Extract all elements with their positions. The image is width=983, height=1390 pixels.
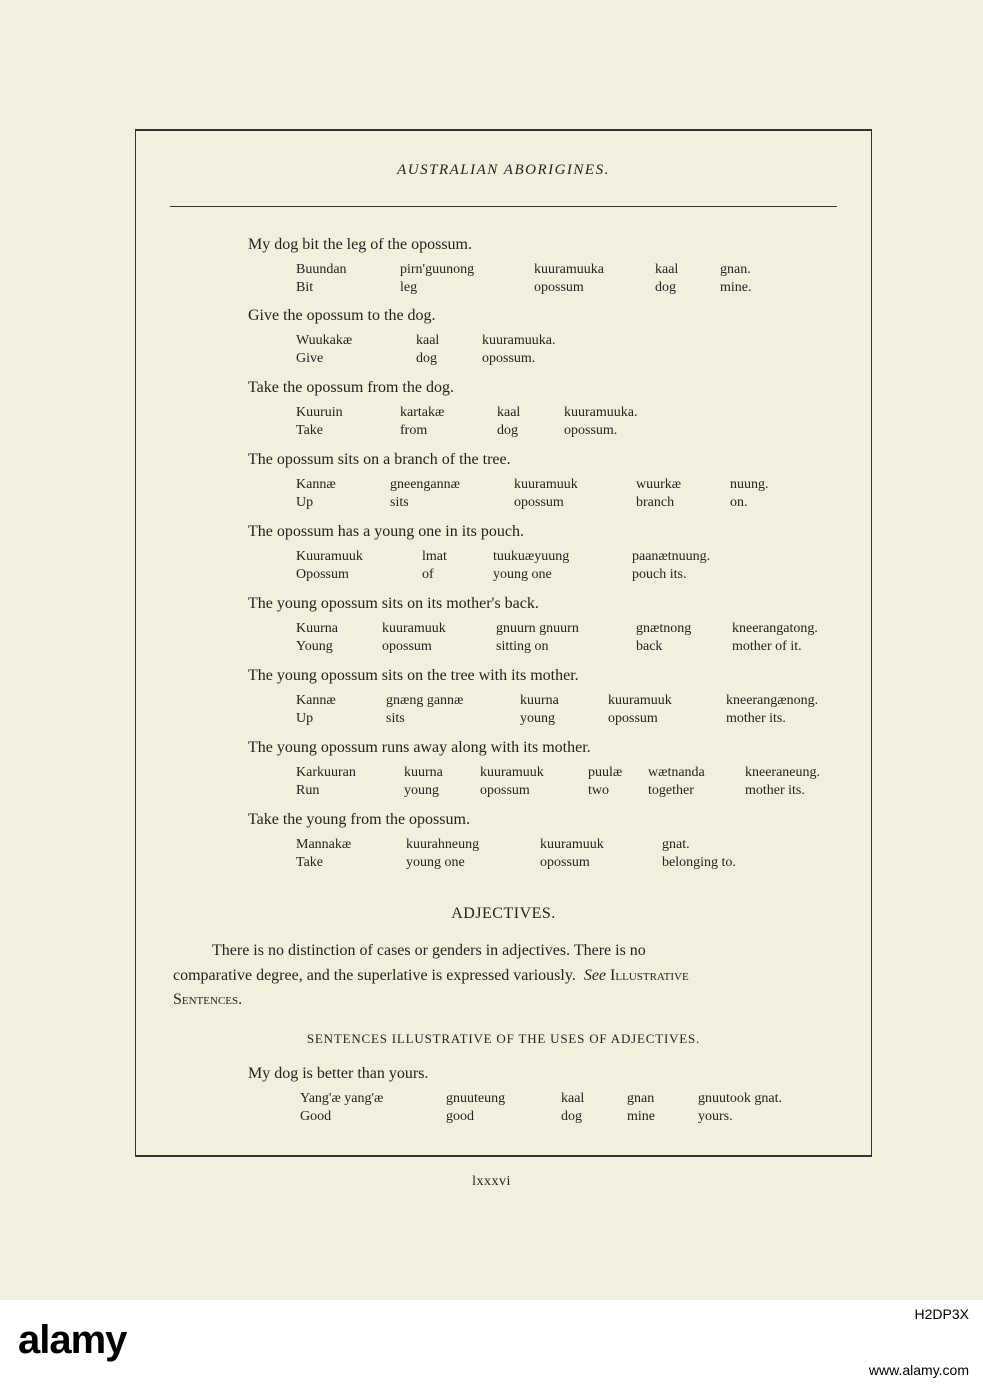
native-word: kneerangænong. (726, 693, 819, 708)
native-word: wuurkæ (636, 477, 682, 492)
native-word: kaal (561, 1091, 585, 1106)
gloss-word: on. (730, 495, 748, 510)
example-sentence: The opossum sits on a branch of the tree. (248, 451, 511, 468)
native-word: gnuutook gnat. (698, 1091, 782, 1106)
gloss-word: opossum (382, 639, 432, 654)
native-word: Buundan (296, 262, 347, 277)
gloss-word: Opossum (296, 567, 349, 582)
gloss-word: belonging to. (662, 855, 736, 870)
native-word: wætnanda (648, 765, 705, 780)
gloss-word: Young (296, 639, 333, 654)
gloss-word: Good (300, 1109, 332, 1124)
gloss-word: mother of it. (732, 639, 802, 654)
gloss-word: Give (296, 351, 324, 366)
gloss-word: sits (390, 495, 409, 510)
example-sentence: Give the opossum to the dog. (248, 307, 436, 324)
adjectives-line-2 (173, 967, 689, 985)
gloss-word: Up (296, 711, 314, 726)
gloss-word: opossum (608, 711, 658, 726)
illustrative-title: SENTENCES ILLUSTRATIVE OF THE USES OF ADJECTIVES. (306, 1031, 701, 1046)
adjectives-line-3: Sentences. (173, 991, 243, 1008)
gloss-word: yours. (698, 1109, 733, 1124)
illustrative-ref: Illustrative (610, 967, 689, 984)
native-word: kaal (497, 405, 521, 420)
native-word: lmat (422, 549, 447, 564)
native-word: puulæ (588, 765, 623, 780)
gloss-word: pouch its. (632, 567, 687, 582)
gloss-word: of (422, 567, 434, 582)
gloss-word: young one (493, 567, 552, 582)
native-word: gnat. (662, 837, 690, 852)
native-word: gnuuteung (446, 1091, 506, 1106)
gloss-word: young (520, 711, 555, 726)
example-sentence: Take the opossum from the dog. (248, 379, 454, 396)
gloss-word: mother its. (726, 711, 786, 726)
gloss-word: opossum (540, 855, 590, 870)
native-word: gnan (627, 1091, 655, 1106)
native-word: kuurna (404, 765, 443, 780)
gloss-word: dog (561, 1109, 582, 1124)
adjectives-line-2-text: comparative degree, and the superlative is expressed variously. (173, 967, 576, 984)
watermark-image-id: H2DP3X (914, 1306, 969, 1322)
native-word: kuuramuuk (514, 477, 578, 492)
native-word: kaal (655, 262, 679, 277)
native-word: Mannakæ (296, 837, 352, 852)
native-word: Wuukakæ (296, 333, 353, 348)
gloss-word: mother its. (745, 783, 805, 798)
native-word: kuuramuuka. (482, 333, 556, 348)
gloss-word: good (446, 1109, 474, 1124)
native-word: kaal (416, 333, 440, 348)
native-word: pirn'guunong (400, 262, 475, 277)
native-word: paanætnuung. (632, 549, 711, 564)
gloss-word: young (404, 783, 439, 798)
native-word: gneengannæ (390, 477, 460, 492)
gloss-word: Bit (296, 280, 314, 295)
gloss-word: from (400, 423, 428, 438)
gloss-word: opossum (514, 495, 564, 510)
adjectives-line-1: There is no distinction of cases or genders in adjectives. There is no (212, 942, 646, 959)
example-sentence: The young opossum sits on the tree with its mother. (248, 667, 579, 684)
gloss-word: dog (416, 351, 437, 366)
example-sentence: My dog bit the leg of the opossum. (248, 236, 472, 253)
gloss-word: young one (406, 855, 465, 870)
native-word: tuukuæyuung (493, 549, 570, 564)
native-word: kneeraneung. (745, 765, 821, 780)
gloss-word: mine (627, 1109, 655, 1124)
page-number: lxxxvi (472, 1174, 511, 1189)
gloss-word: together (648, 783, 694, 798)
gloss-word: opossum (480, 783, 530, 798)
gloss-word: sitting on (496, 639, 549, 654)
native-word: Yang'æ yang'æ (300, 1091, 384, 1106)
native-word: kuuramuuka. (564, 405, 638, 420)
gloss-word: mine. (720, 280, 752, 295)
gloss-word: Take (296, 855, 324, 870)
gloss-word: leg (400, 280, 418, 295)
native-word: gnætnong (636, 621, 692, 636)
gloss-word: dog (497, 423, 518, 438)
head-rule (170, 206, 837, 207)
example-sentence: The young opossum runs away along with its mother. (248, 739, 591, 756)
gloss-word: back (636, 639, 663, 654)
native-word: kuurna (520, 693, 559, 708)
gloss-word: opossum. (564, 423, 618, 438)
watermark-logo: alamy (18, 1318, 127, 1362)
native-word: kneerangatong. (732, 621, 818, 636)
native-word: Kannæ (296, 693, 336, 708)
gloss-word: two (588, 783, 609, 798)
gloss-word: dog (655, 280, 676, 295)
gloss-word: Take (296, 423, 324, 438)
native-word: kuuramuuka (534, 262, 604, 277)
native-word: Kuuruin (296, 405, 343, 420)
see-word: See (583, 967, 607, 984)
example-sentence: The young opossum sits on its mother's back. (248, 595, 539, 612)
gloss-word: opossum (534, 280, 584, 295)
native-word: gnæng gannæ (386, 693, 464, 708)
native-word: Kuuramuuk (296, 549, 363, 564)
native-word: gnuurn gnuurn (496, 621, 579, 636)
native-word: nuung. (730, 477, 769, 492)
example-sentence: Take the young from the opossum. (248, 811, 470, 828)
native-word: kartakæ (400, 405, 445, 420)
gloss-word: Run (296, 783, 320, 798)
gloss-word: branch (636, 495, 675, 510)
gloss-word: sits (386, 711, 405, 726)
native-word: kuurahneung (406, 837, 480, 852)
example-sentence: The opossum has a young one in its pouch. (248, 523, 524, 540)
native-word: gnan. (720, 262, 751, 277)
running-head: AUSTRALIAN ABORIGINES. (397, 162, 610, 178)
watermark-url: www.alamy.com (868, 1362, 969, 1378)
adjectives-title: ADJECTIVES. (451, 905, 556, 922)
watermark (0, 1300, 983, 1390)
native-word: kuuramuuk (608, 693, 672, 708)
native-word: Kannæ (296, 477, 336, 492)
illustrative-sentence: My dog is better than yours. (248, 1065, 429, 1082)
native-word: Kuurna (296, 621, 338, 636)
gloss-word: Up (296, 495, 314, 510)
native-word: kuuramuuk (540, 837, 604, 852)
native-word: kuuramuuk (480, 765, 544, 780)
native-word: kuuramuuk (382, 621, 446, 636)
gloss-word: opossum. (482, 351, 536, 366)
native-word: Karkuuran (296, 765, 356, 780)
